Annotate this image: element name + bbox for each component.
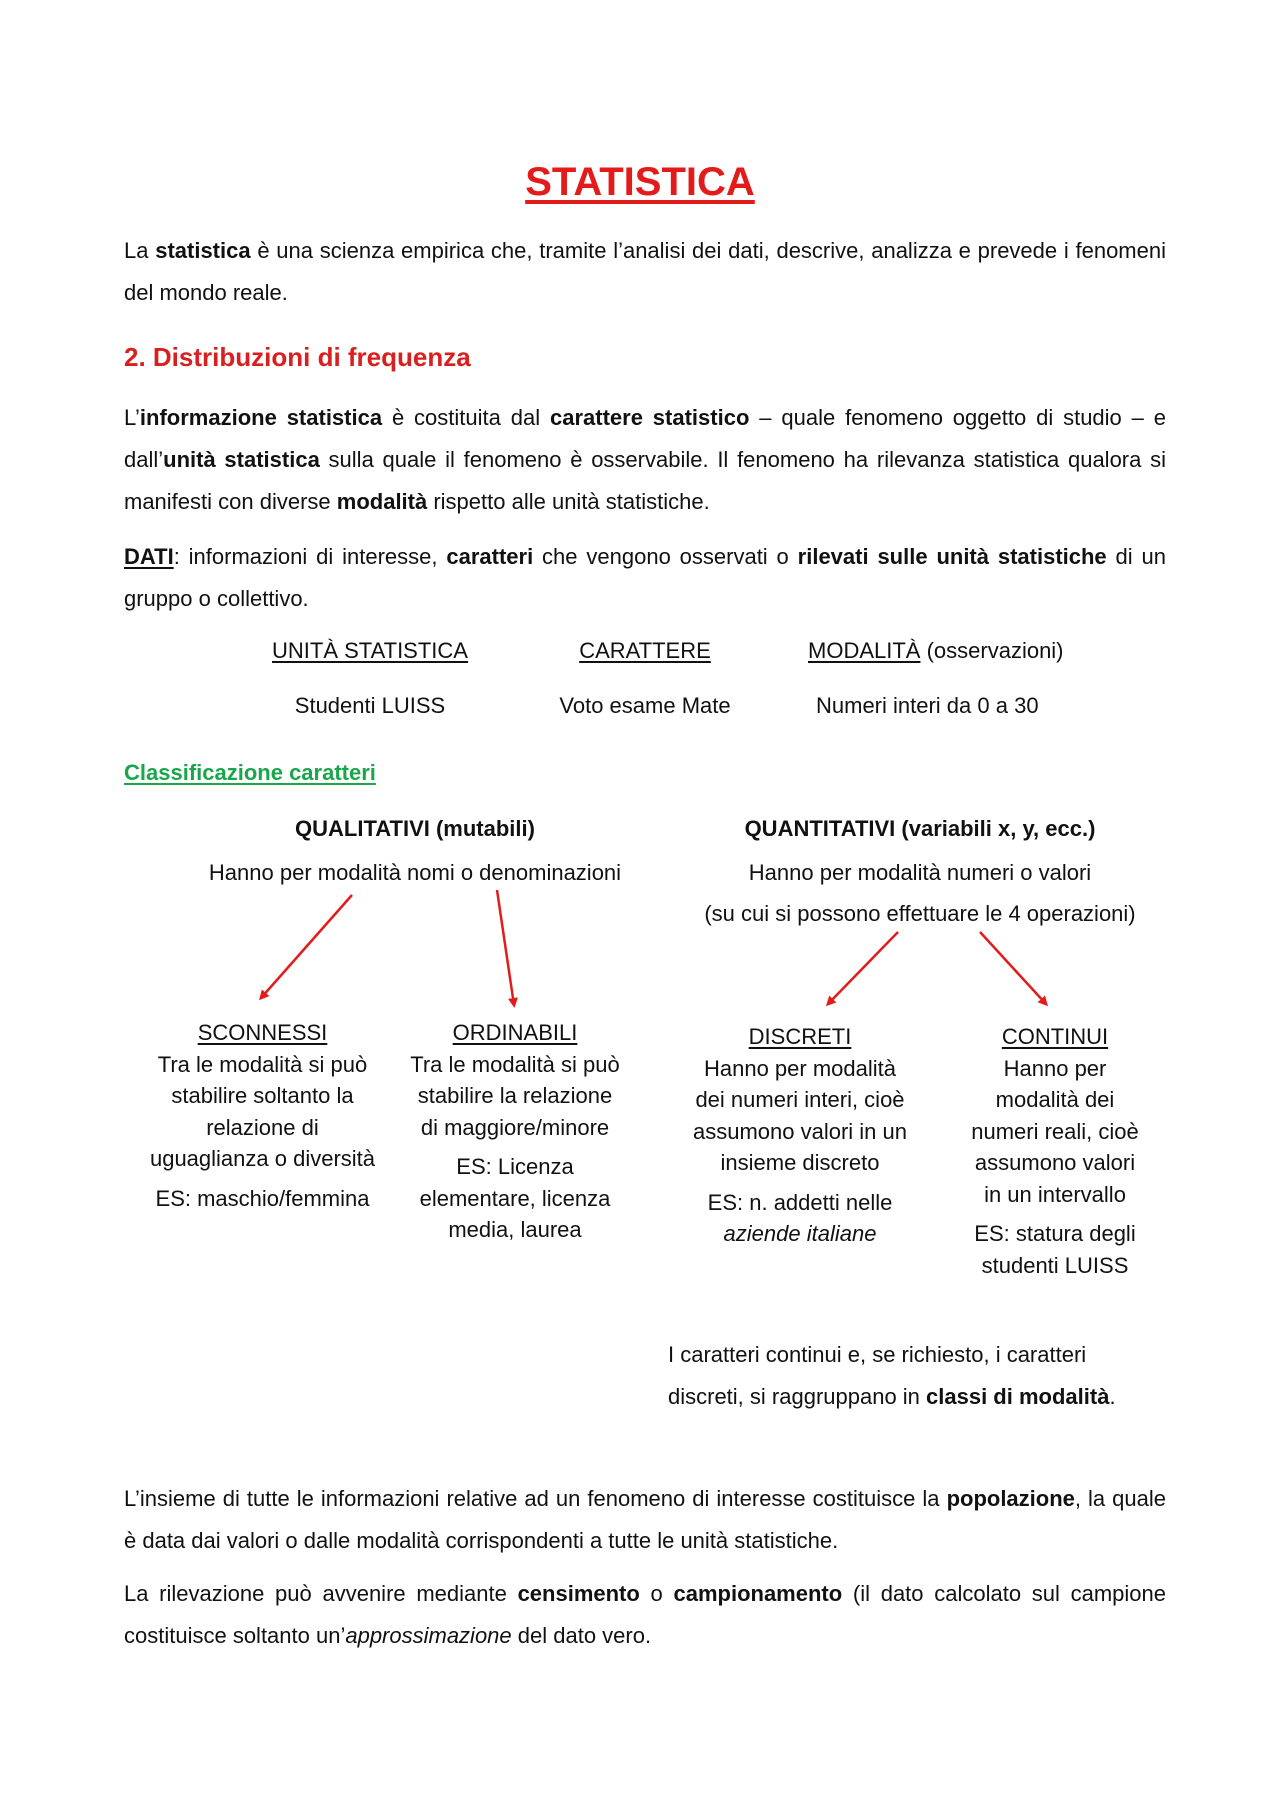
ordinabili-title: ORDINABILI — [452, 1020, 578, 1045]
quantitative-title: QUANTITATIVI (variabili x, y, ecc.) — [744, 816, 1096, 841]
arrow-to-ordinabili — [497, 890, 514, 1005]
info-paragraph: L’informazione statistica è costituita dal carattere statistico – quale fenomeno oggetto di studio – e dall’unità statistica sulla quale il fenomeno è osservabile. Il fenomeno ha rilevanza statistica qualora si manifesti con diverse modalità rispetto alle unità statistiche. — [124, 405, 1167, 514]
table-value-modalita: Numeri interi da 0 a 30 — [816, 693, 1039, 718]
continui-block: CONTINUI Hanno per modalità dei numeri reali, cioè assumono valori in un intervallo ES: statura degli studenti LUISS — [940, 1021, 1170, 1281]
table-value-carattere: Voto esame Mate — [559, 693, 731, 718]
sconnessi-block: SCONNESSI Tra le modalità si può stabilire soltanto la relazione di uguaglianza o diversità ES: maschio/femmina — [135, 1017, 390, 1214]
quantitative-description-2: (su cui si possono effettuare le 4 operazioni) — [704, 901, 1136, 926]
arrow-to-sconnessi — [261, 895, 352, 998]
table-header-modalita: MODALITÀ (osservazioni) — [808, 638, 1064, 663]
dati-paragraph: DATI: informazioni di interesse, caratteri che vengono osservati o rilevati sulle unità statistiche di un gruppo o collettivo. — [124, 544, 1166, 611]
population-paragraph: L’insieme di tutte le informazioni relative ad un fenomeno di interesse costituisce la popolazione, la quale è data dai valori o dalle modalità corrispondenti a tutte le unità statistiche. — [124, 1486, 1166, 1553]
table-header-carattere: CARATTERE — [579, 638, 711, 663]
classification-heading: Classificazione caratteri — [124, 760, 376, 785]
ordinabili-block: ORDINABILI Tra le modalità si può stabilire la relazione di maggiore/minore ES: Licenza elementare, licenza media, laurea — [390, 1017, 640, 1246]
qualitative-description: Hanno per modalità nomi o denominazioni — [208, 860, 622, 885]
arrow-to-discreti — [828, 932, 898, 1004]
discreti-block: DISCRETI Hanno per modalità dei numeri interi, cioè assumono valori in un insieme discreto ES: n. addetti nelle aziende italiane — [670, 1021, 930, 1250]
sconnessi-example: ES: maschio/femmina — [155, 1185, 370, 1211]
quantitative-description-1: Hanno per modalità numeri o valori — [748, 860, 1092, 885]
intro-paragraph: La statistica è una scienza empirica che, tramite l’analisi dei dati, descrive, analizza e prevede i fenomeni del mondo reale. — [124, 238, 1166, 305]
table-value-unita: Studenti LUISS — [294, 693, 446, 718]
survey-paragraph: La rilevazione può avvenire mediante censimento o campionamento (il dato calcolato sul campione costituisce soltanto un’approssimazione del dato vero. — [124, 1581, 1166, 1648]
qualitative-title: QUALITATIVI (mutabili) — [295, 816, 535, 841]
table-header-unita: UNITÀ STATISTICA — [272, 638, 468, 663]
continui-title: CONTINUI — [1001, 1024, 1109, 1049]
arrow-to-continui — [980, 932, 1046, 1004]
page-title: STATISTICA — [525, 160, 755, 204]
section-heading: 2. Distribuzioni di frequenza — [124, 342, 471, 372]
classes-note: I caratteri continui e, se richiesto, i caratteri discreti, si raggruppano in classi di modalità. — [668, 1342, 1116, 1409]
discreti-title: DISCRETI — [748, 1024, 852, 1049]
sconnessi-title: SCONNESSI — [197, 1020, 328, 1045]
